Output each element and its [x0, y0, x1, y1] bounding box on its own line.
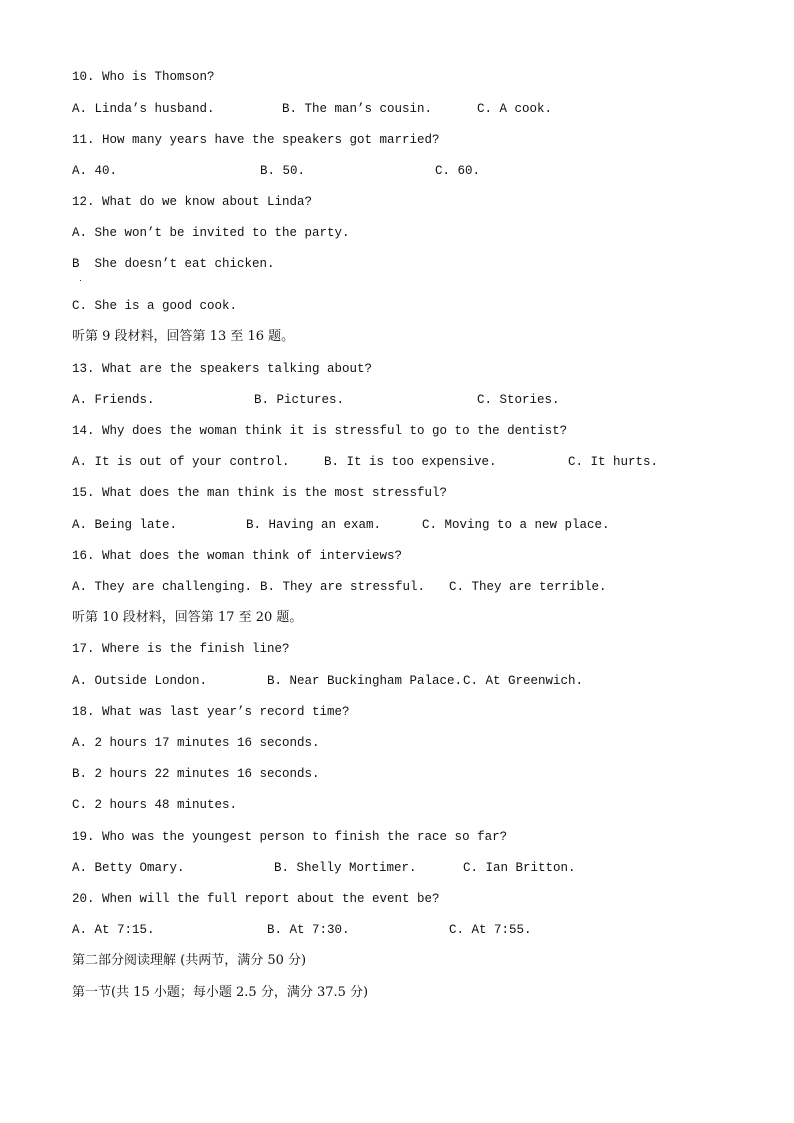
q11-option-c: C. 60. [435, 164, 481, 178]
q16-option-c: C. They are terrible. [449, 580, 607, 594]
question-19: 19. Who was the youngest person to finish the race so far? [72, 830, 508, 844]
q19-option-a: A. Betty Omary. [72, 861, 185, 875]
question-12: 12. What do we know about Linda? [72, 195, 313, 209]
q15-option-c: C. Moving to a new place. [422, 518, 610, 532]
q13-option-a: A. Friends. [72, 393, 155, 407]
question-15: 15. What does the man think is the most stressful? [72, 486, 448, 500]
q20-option-a: A. At 7:15. [72, 923, 155, 937]
q14-option-c: C. It hurts. [568, 455, 659, 469]
q14-option-a: A. It is out of your control. [72, 455, 290, 469]
q15-option-b: B. Having an exam. [246, 518, 382, 532]
q10-option-b: B. The man’s cousin. [282, 102, 433, 116]
q13-option-b: B. Pictures. [254, 393, 345, 407]
q18-option-b: B. 2 hours 22 minutes 16 seconds. [72, 767, 320, 781]
passage-10-heading: 听第 10 段材料，回答第 17 至 20 题。 [72, 610, 303, 625]
q18-option-a: A. 2 hours 17 minutes 16 seconds. [72, 736, 320, 750]
q19-option-b: B. Shelly Mortimer. [274, 861, 417, 875]
question-18: 18. What was last year’s record time? [72, 705, 350, 719]
question-13: 13. What are the speakers talking about? [72, 362, 373, 376]
question-11: 11. How many years have the speakers got married? [72, 133, 440, 147]
q12-option-c: C. She is a good cook. [72, 299, 238, 313]
question-10: 10. Who is Thomson? [72, 70, 215, 84]
q10-option-a: A. Linda’s husband. [72, 102, 215, 116]
q12-option-a: A. She won’t be invited to the party. [72, 226, 350, 240]
q16-option-b: B. They are stressful. [260, 580, 426, 594]
q15-option-a: A. Being late. [72, 518, 178, 532]
q12-option-b: B She doesn’t eat chicken. [72, 257, 275, 271]
q19-option-c: C. Ian Britton. [463, 861, 576, 875]
question-20: 20. When will the full report about the event be? [72, 892, 440, 906]
q13-option-c: C. Stories. [477, 393, 560, 407]
q10-option-c: C. A cook. [477, 102, 553, 116]
section-1-heading: 第一节(共 15 小题；每小题 2.5 分，满分 37.5 分) [72, 985, 369, 1000]
q20-option-c: C. At 7:55. [449, 923, 532, 937]
stray-dot [80, 280, 81, 281]
q16-option-a: A. They are challenging. [72, 580, 253, 594]
question-14: 14. Why does the woman think it is stressful to go to the dentist? [72, 424, 568, 438]
q14-option-b: B. It is too expensive. [324, 455, 497, 469]
q17-option-a: A. Outside London. [72, 674, 208, 688]
q18-option-c: C. 2 hours 48 minutes. [72, 798, 238, 812]
passage-9-heading: 听第 9 段材料，回答第 13 至 16 题。 [72, 329, 295, 344]
question-16: 16. What does the woman think of interviews? [72, 549, 403, 563]
q20-option-b: B. At 7:30. [267, 923, 350, 937]
q11-option-b: B. 50. [260, 164, 306, 178]
q17-option-b: B. Near Buckingham Palace. [267, 674, 463, 688]
part-2-heading: 第二部分阅读理解 (共两节，满分 50 分) [72, 953, 307, 968]
question-17: 17. Where is the finish line? [72, 642, 290, 656]
q11-option-a: A. 40. [72, 164, 118, 178]
q17-option-c: C. At Greenwich. [463, 674, 584, 688]
